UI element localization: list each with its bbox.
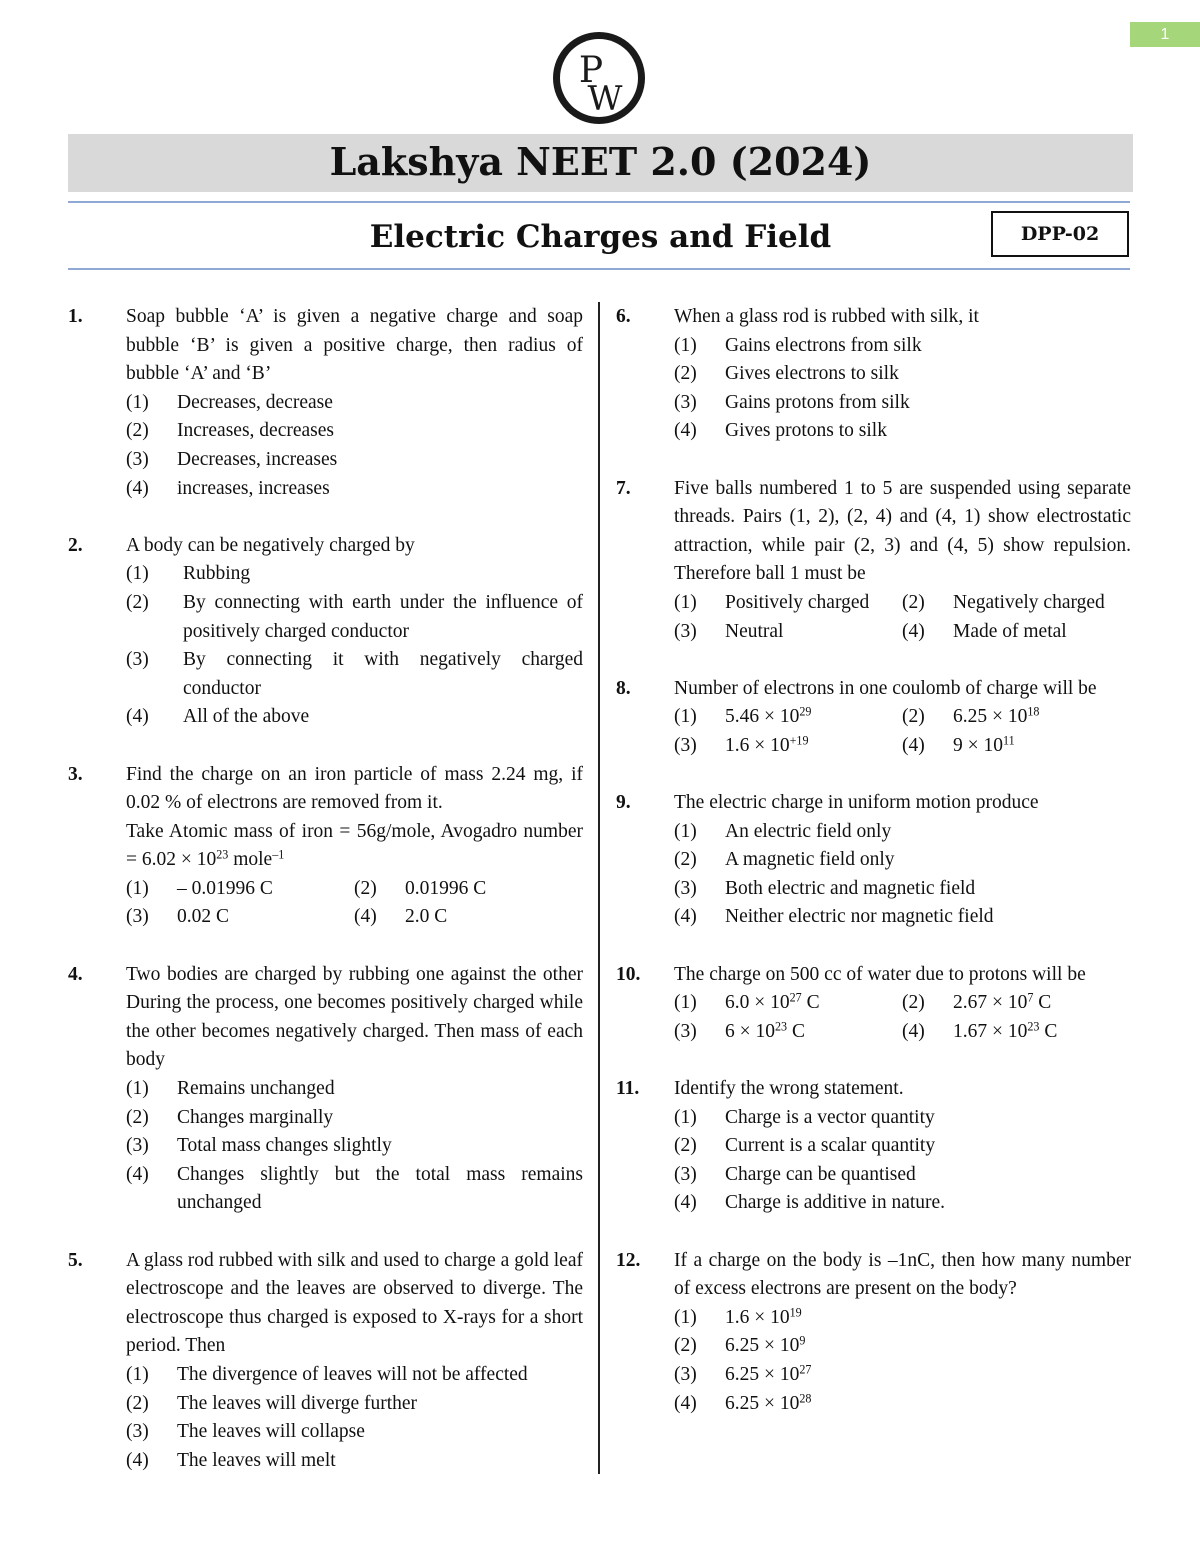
chapter-title: Electric Charges and Field	[369, 219, 832, 255]
question-number: 7.	[616, 477, 631, 499]
option-4: (4) 2.0 C	[354, 906, 448, 928]
option-1: (1) An electric field only	[674, 820, 892, 842]
option-4: (4) Neither electric nor magnetic field	[674, 906, 994, 928]
option-2: (2) Changes marginally	[126, 1106, 334, 1128]
header-rule-bottom	[68, 268, 1130, 270]
header-rule-top	[68, 201, 1130, 203]
question-number: 1.	[68, 306, 83, 327]
option-2: (2) Increases, decreases	[126, 420, 334, 442]
option-3: (3) Charge can be quantised	[674, 1163, 916, 1185]
question-text: If a charge on the body is –1nC, then how many number of excess electrons are present on the body?	[674, 1249, 1131, 1300]
question-6	[616, 303, 1131, 446]
question-number: 9.	[616, 792, 631, 814]
page-title: Lakshya NEET 2.0 (2024)	[68, 134, 1133, 192]
option-1: (1) Remains unchanged	[126, 1078, 335, 1100]
question-text: Two bodies are charged by rubbing one against the other During the process, one becomes positively charged while the other becomes negatively charged. Then mass of each body	[126, 963, 583, 1071]
option-1: (1) Positively charged	[674, 591, 870, 613]
option-1: (1) $1.6 \times 10^{19}$	[674, 1305, 802, 1328]
question-number: 12.	[616, 1249, 641, 1271]
question-text: Find the charge on an iron particle of mass 2.24 mg, if 0.02 % of electrons are removed from it.	[126, 763, 583, 814]
option-2: (2) $6.25 \times 10^9$	[674, 1333, 806, 1357]
option-4: (4) Changes slightly but the total mass remains unchanged	[126, 1163, 583, 1214]
option-4: (4) $9 \times 10^{11}$	[902, 733, 1015, 756]
column-divider	[598, 302, 600, 1474]
question-10	[616, 961, 1131, 1047]
option-4: (4) $6.25 \times 10^{28}$	[674, 1390, 812, 1414]
question-5	[68, 1247, 583, 1476]
question-text: The electric charge in uniform motion produce	[674, 792, 1039, 814]
question-text: The charge on 500 cc of water due to protons will be	[674, 963, 1086, 985]
option-4: (4) Gives protons to silk	[674, 420, 887, 442]
question-text: When a glass rod is rubbed with silk, it	[674, 306, 979, 327]
option-1: (1) $5.46 \times 10^{29}$	[674, 704, 812, 728]
option-3: (3) The leaves will collapse	[126, 1421, 365, 1443]
option-2: (2) A magnetic field only	[674, 849, 895, 871]
option-3: (3) 0.02 C	[126, 906, 230, 928]
option-4: (4) $1.67 \times 10^{23}$ C	[902, 1019, 1058, 1042]
question-number: 8.	[616, 677, 631, 699]
question-text: A glass rod rubbed with silk and used to charge a gold leaf electroscope and the leaves are observed to diverge. The electroscope thus charged is exposed to X-rays for a short period. Then	[126, 1249, 583, 1357]
question-text-given: Take Atomic mass of iron = 56g/mole, Avogadro number = $6.02 \times 10^{23}$ mole$^{-1}$	[126, 820, 583, 871]
option-1: (1) Charge is a vector quantity	[674, 1106, 935, 1128]
option-2: (2) $2.67 \times 10^7$ C	[902, 990, 1052, 1014]
question-9	[616, 789, 1131, 932]
question-12	[616, 1247, 1131, 1419]
option-1: (1) Rubbing	[126, 563, 251, 585]
option-2: (2) Negatively charged	[902, 591, 1105, 613]
option-2: (2) Gives electrons to silk	[674, 363, 899, 385]
option-4: (4) Charge is additive in nature.	[674, 1192, 946, 1214]
right-column	[616, 303, 1131, 1447]
option-3: (3) Total mass changes slightly	[126, 1135, 392, 1157]
question-8	[616, 675, 1131, 761]
option-3: (3) Neutral	[674, 620, 784, 642]
option-2: (2) Current is a scalar quantity	[674, 1135, 936, 1157]
question-2	[68, 532, 583, 732]
svg-text:P: P	[578, 50, 604, 91]
question-1	[68, 303, 583, 503]
question-number: 5.	[68, 1249, 83, 1271]
question-number: 4.	[68, 963, 83, 985]
option-3: (3) Both electric and magnetic field	[674, 877, 976, 899]
pw-logo	[551, 30, 647, 126]
option-2: (2) $6.25 \times 10^{18}$	[902, 704, 1040, 728]
question-number: 6.	[616, 306, 631, 327]
question-7	[616, 475, 1131, 647]
option-3: (3) $1.6 \times 10^{+19}$	[674, 733, 809, 756]
option-3: (3) By connecting it with negatively charged conductor	[126, 649, 583, 699]
question-text: A body can be negatively charged by	[126, 534, 415, 556]
option-2: (2) 0.01996 C	[354, 877, 487, 899]
question-number: 11.	[616, 1078, 640, 1100]
option-2: (2) The leaves will diverge further	[126, 1392, 418, 1414]
option-3: (3) Gains protons from silk	[674, 391, 910, 413]
option-2: (2) By connecting with earth under the influence of positively charged conductor	[126, 591, 583, 642]
option-1: (1) Decreases, decrease	[126, 391, 333, 413]
question-text: Five balls numbered 1 to 5 are suspended using separate threads. Pairs (1, 2), (2, 4) and (4, 1) show electrostatic attraction, while pair (2, 3) and (4, 5) show repulsion. Therefore ball 1 must be	[674, 477, 1131, 585]
option-1: (1) – 0.01996 C	[126, 877, 273, 899]
question-text: Identify the wrong statement.	[674, 1078, 904, 1100]
option-1: (1) Gains electrons from silk	[674, 334, 922, 356]
question-11	[616, 1075, 1131, 1218]
svg-text:W: W	[587, 79, 623, 119]
question-number: 2.	[68, 534, 83, 556]
option-4: (4) The leaves will melt	[126, 1449, 336, 1471]
option-3: (3) $6 \times 10^{23}$ C	[674, 1019, 805, 1042]
dpp-label: DPP-02	[991, 211, 1129, 257]
question-number: 3.	[68, 763, 83, 785]
question-text: Number of electrons in one coulomb of charge will be	[674, 677, 1097, 699]
option-4: (4) increases, increases	[126, 477, 330, 499]
option-4: (4) Made of metal	[902, 620, 1067, 642]
option-4: (4) All of the above	[126, 706, 310, 728]
question-3	[68, 761, 583, 933]
page-number-badge: 1	[1130, 22, 1200, 47]
question-4	[68, 961, 583, 1218]
option-1: (1) The divergence of leaves will not be affected	[126, 1363, 528, 1385]
question-number: 10.	[616, 963, 641, 985]
left-column	[68, 303, 583, 1504]
option-3: (3) $6.25 \times 10^{27}$	[674, 1362, 812, 1385]
option-3: (3) Decreases, increases	[126, 448, 338, 470]
question-text: Soap bubble ‘A’ is given a negative charge and soap bubble ‘B’ is given a positive charge, then radius of bubble ‘A’ and ‘B’	[126, 306, 583, 385]
option-1: (1) $6.0 \times 10^{27}$ C	[674, 990, 820, 1014]
